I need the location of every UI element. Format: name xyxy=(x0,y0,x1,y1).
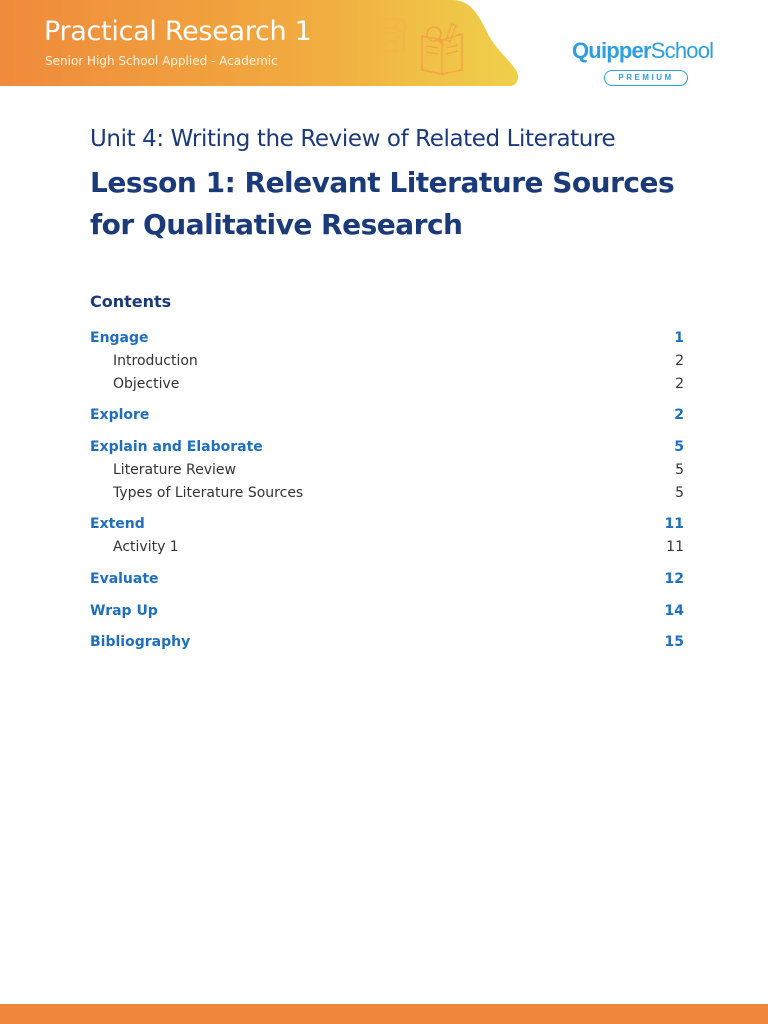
toc-label: Engage xyxy=(90,330,149,346)
toc-subentry[interactable] xyxy=(90,351,684,371)
quipper-school-logo xyxy=(572,38,722,90)
toc-page: 2 xyxy=(674,407,684,423)
toc-page: 11 xyxy=(664,516,684,532)
toc-entry[interactable] xyxy=(90,514,684,534)
toc-label: Literature Review xyxy=(113,462,236,478)
toc-entry[interactable] xyxy=(90,437,684,457)
toc-label: Activity 1 xyxy=(113,539,179,555)
toc-entry[interactable] xyxy=(90,328,684,348)
course-title: Practical Research 1 xyxy=(44,16,312,47)
toc-label: Objective xyxy=(113,376,180,392)
toc-page: 5 xyxy=(674,439,684,455)
toc-subentry[interactable] xyxy=(90,537,684,557)
toc-page: 14 xyxy=(664,603,684,619)
toc-page: 15 xyxy=(664,634,684,650)
toc-page: 5 xyxy=(675,485,684,501)
header-band xyxy=(0,0,520,86)
premium-badge: PREMIUM xyxy=(604,70,688,86)
toc-page: 11 xyxy=(666,539,684,555)
toc-subentry[interactable] xyxy=(90,460,684,480)
toc-page: 5 xyxy=(675,462,684,478)
toc-page: 2 xyxy=(675,376,684,392)
unit-title: Unit 4: Writing the Review of Related Literature xyxy=(90,126,616,152)
brand-name: QuipperSchool xyxy=(572,38,714,63)
toc-page: 1 xyxy=(674,330,684,346)
toc-label: Introduction xyxy=(113,353,198,369)
toc-label: Evaluate xyxy=(90,571,159,587)
toc-label: Extend xyxy=(90,516,145,532)
document-chart-icon xyxy=(376,16,412,56)
toc-entry[interactable] xyxy=(90,569,684,589)
toc-page: 12 xyxy=(664,571,684,587)
toc-subentry[interactable] xyxy=(90,483,684,503)
footer-band xyxy=(0,1004,768,1024)
book-magnifier-icon xyxy=(416,22,470,78)
toc-entry[interactable] xyxy=(90,632,684,652)
toc-page: 2 xyxy=(675,353,684,369)
toc-label: Types of Literature Sources xyxy=(113,485,304,501)
toc-entry[interactable] xyxy=(90,601,684,621)
lesson-title: Lesson 1: Relevant Literature Sources for Qualitative Research xyxy=(90,166,675,241)
toc-label: Explore xyxy=(90,407,150,423)
toc-entry[interactable] xyxy=(90,405,684,425)
toc-subentry[interactable] xyxy=(90,374,684,394)
toc-label: Explain and Elaborate xyxy=(90,439,263,455)
toc-label: Bibliography xyxy=(90,634,191,650)
toc-label: Wrap Up xyxy=(90,603,158,619)
contents-heading: Contents xyxy=(90,292,172,311)
course-subtitle: Senior High School Applied - Academic xyxy=(45,54,278,68)
